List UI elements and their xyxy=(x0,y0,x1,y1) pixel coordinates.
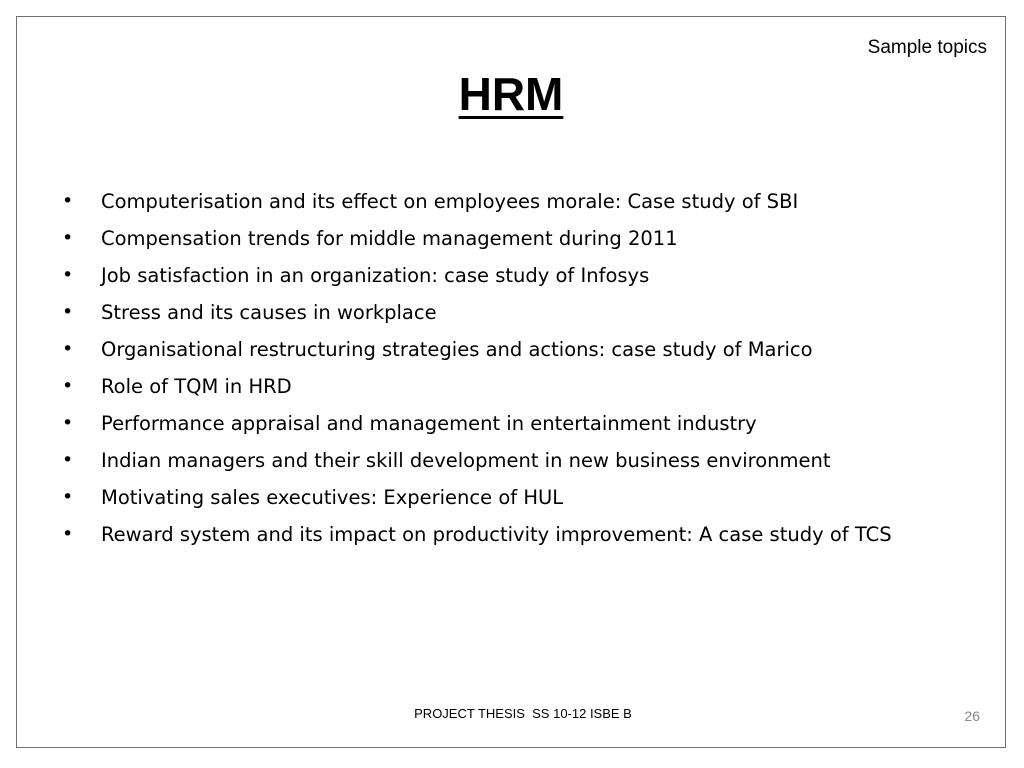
topic-item xyxy=(57,183,977,220)
topic-item xyxy=(57,257,977,294)
bullet-icon: • xyxy=(62,301,74,323)
bullet-icon: • xyxy=(62,264,74,286)
bullet-icon: • xyxy=(62,227,74,249)
topic-text: Motivating sales executives: Experience of HUL xyxy=(101,486,564,509)
topic-text: Job satisfaction in an organization: case study of Infosys xyxy=(101,264,650,287)
topic-item xyxy=(57,331,977,368)
bullet-icon: • xyxy=(62,449,74,471)
topic-item xyxy=(57,294,977,331)
topic-text: Stress and its causes in workplace xyxy=(101,301,437,324)
topic-item xyxy=(57,368,977,405)
topic-text: Indian managers and their skill development in new business environment xyxy=(101,449,831,472)
slide-title-text: HRM xyxy=(458,68,564,120)
bullet-icon: • xyxy=(62,523,74,545)
topic-text: Compensation trends for middle management during 2011 xyxy=(101,227,678,250)
bullet-icon: • xyxy=(62,190,74,212)
topic-item xyxy=(57,516,977,553)
topic-text: Performance appraisal and management in entertainment industry xyxy=(101,412,757,435)
topic-item xyxy=(57,442,977,479)
slide-title xyxy=(17,67,1005,121)
topic-text: Organisational restructuring strategies and actions: case study of Marico xyxy=(101,338,813,361)
corner-label: Sample topics xyxy=(867,37,987,58)
topic-text: Computerisation and its effect on employees morale: Case study of SBI xyxy=(101,190,799,213)
bullet-icon: • xyxy=(62,338,74,360)
topic-list xyxy=(57,183,977,553)
topic-item xyxy=(57,220,977,257)
topic-item xyxy=(57,405,977,442)
bullet-icon: • xyxy=(62,375,74,397)
bullet-icon: • xyxy=(62,486,74,508)
page-number: 26 xyxy=(964,708,980,724)
slide-footer: PROJECT THESIS SS 10-12 ISBE B xyxy=(414,706,632,721)
topic-text: Role of TQM in HRD xyxy=(101,375,292,398)
bullet-icon: • xyxy=(62,412,74,434)
slide xyxy=(16,16,1006,748)
topic-item xyxy=(57,479,977,516)
topic-text: Reward system and its impact on productivity improvement: A case study of TCS xyxy=(101,523,892,546)
